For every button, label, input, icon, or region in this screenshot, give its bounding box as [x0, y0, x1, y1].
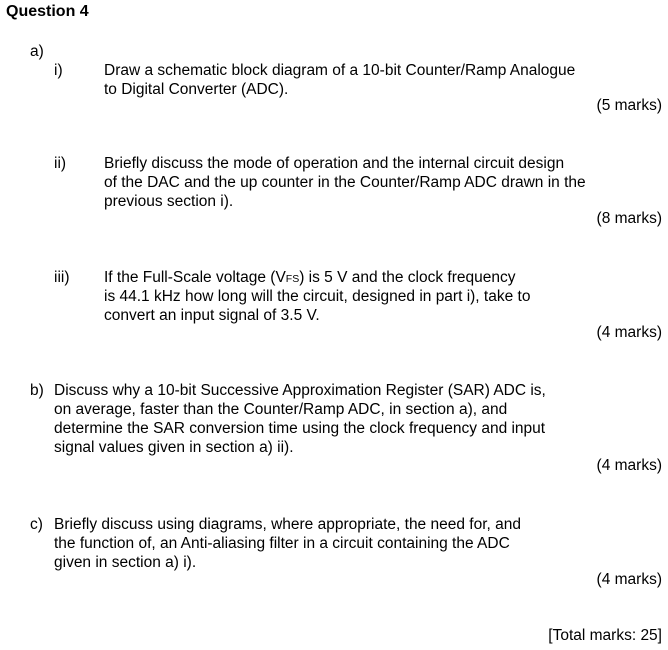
part-b-line1: Discuss why a 10-bit Successive Approximation Register (SAR) ADC is,: [54, 382, 546, 399]
part-b-label: b): [30, 382, 44, 399]
part-b-line3: determine the SAR conversion time using the clock frequency and input: [54, 420, 546, 437]
part-a-iii-marks: (4 marks): [596, 324, 662, 341]
part-a-i-marks: (5 marks): [596, 97, 662, 114]
total-marks: [Total marks: 25]: [548, 627, 662, 644]
part-c-marks: (4 marks): [596, 571, 662, 588]
part-a-ii-label: ii): [54, 155, 67, 172]
part-a-iii-line1: [104, 268, 515, 289]
part-a-iii-line2: is 44.1 kHz how long will the circuit, designed in part i), take to: [104, 288, 531, 305]
question-title: Question 4: [6, 3, 89, 20]
part-a-iii-line3: convert an input signal of 3.5 V.: [104, 307, 320, 324]
part-a-ii-marks: (8 marks): [596, 210, 662, 227]
part-a-i-line1: Draw a schematic block diagram of a 10-bit Counter/Ramp Analogue: [104, 62, 576, 79]
part-a-iii-line1-post: ) is 5 V and the clock frequency: [299, 269, 516, 286]
part-a-iii-label: iii): [54, 269, 70, 286]
part-b-line4: signal values given in section a) ii).: [54, 439, 294, 456]
part-b-line2: on average, faster than the Counter/Ramp ADC, in section a), and: [54, 401, 508, 418]
part-a-ii-line2: of the DAC and the up counter in the Counter/Ramp ADC drawn in the: [104, 174, 586, 191]
vfs-subscript: FS: [285, 273, 300, 285]
part-a-ii-line1: Briefly discuss the mode of operation and the internal circuit design: [104, 155, 565, 172]
part-a-label: a): [30, 43, 44, 60]
part-a-i-line2: to Digital Converter (ADC).: [104, 81, 289, 98]
part-c-line3: given in section a) i).: [54, 554, 197, 571]
part-a-i-label: i): [54, 62, 63, 79]
part-b-marks: (4 marks): [596, 457, 662, 474]
part-a-iii-line1-pre: If the Full-Scale voltage (V: [104, 269, 286, 286]
part-a-ii-line3: previous section i).: [104, 193, 234, 210]
part-c-line1: Briefly discuss using diagrams, where appropriate, the need for, and: [54, 516, 521, 533]
part-c-label: c): [30, 516, 43, 533]
part-c-line2: the function of, an Anti-aliasing filter in a circuit containing the ADC: [54, 535, 510, 552]
